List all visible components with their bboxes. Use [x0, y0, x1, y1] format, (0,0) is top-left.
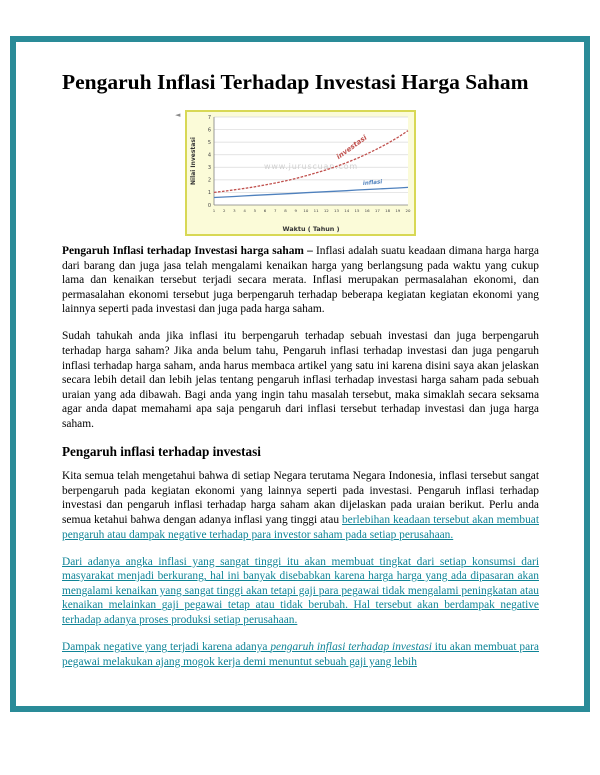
- y-tick-label: 6: [207, 127, 211, 134]
- x-tick-label: 7: [274, 208, 277, 213]
- x-tick-label: 18: [385, 208, 391, 213]
- x-tick-label: 9: [294, 208, 297, 213]
- x-tick-label: 3: [233, 208, 236, 213]
- x-tick-label: 20: [405, 208, 411, 213]
- x-tick-label: 12: [323, 208, 329, 213]
- paragraph-explanation: [62, 469, 539, 542]
- section-heading: Pengaruh inflasi terhadap investasi: [62, 444, 261, 460]
- paragraph-intro-text: Inflasi adalah suatu keadaan dimana harga harga dari barang dan juga jasa telah mengalami kenaikan harga yang berlangsung pada waktu yang cukup lama dan kenaikan tersebut terjadi secara merata. Inflasi merupakan permasalahan ekonomi, dan permasalahan ekonomi tersebut juga berpengaruh terhadap beberapa kegiatan kegiatan ekonomi yang lainnya seperti pada investasi dan juga pada harga saham.: [62, 245, 539, 316]
- x-tick-label: 4: [243, 208, 246, 213]
- link-dampak-negative[interactable]: berlebihan keadaan tersebut akan membuat pengaruh atau dampak negative terhadap para investor saham pada setiap perusahaan.: [62, 513, 540, 541]
- x-tick-label: 5: [253, 208, 257, 213]
- paragraph-intro: [62, 244, 539, 317]
- link-mogok-kerja-a: Dampak negative yang terjadi karena adanya: [62, 641, 271, 654]
- inflation-investment-chart: [185, 110, 416, 236]
- series-label-investasi: investasi: [335, 133, 369, 162]
- watermark: www.juruscuan.com: [264, 162, 358, 171]
- link-mogok-kerja[interactable]: [62, 641, 539, 668]
- paragraph-strike: [62, 640, 539, 669]
- y-tick-label: 3: [207, 165, 211, 172]
- link-mogok-kerja-italic: pengaruh inflasi terhadap investasi: [270, 641, 432, 654]
- x-tick-label: 10: [303, 208, 309, 213]
- paragraph-consumption: [62, 555, 539, 628]
- y-axis-title: Nilai Investasi: [190, 137, 197, 185]
- document-title: Pengaruh Inflasi Terhadap Investasi Harga Saham: [62, 70, 529, 94]
- x-tick-label: 8: [284, 208, 287, 213]
- x-tick-label: 16: [364, 208, 370, 213]
- y-tick-label: 5: [207, 139, 211, 146]
- y-tick-label: 4: [207, 152, 211, 159]
- x-tick-label: 1: [212, 208, 216, 213]
- object-anchor-icon: ◄: [175, 111, 181, 119]
- y-tick-label: 0: [207, 202, 211, 209]
- x-tick-label: 2: [222, 208, 226, 213]
- x-tick-label: 6: [263, 208, 267, 213]
- paragraph-question: Sudah tahukah anda jika inflasi itu berpengaruh terhadap sebuah investasi dan juga berpengaruh terhadap harga saham? Jika anda belum tahu, Pengaruh inflasi terhadap investasi dan juga pengaruh inflasi terhadap harga saham, anda harus membaca artikel yang satu ini karena disini saya akan jelaskan secara lebih detail dan lebih jelas tentang pengaruh inflasi terhadap investasi harga saham pada sebuah uraian yang ada dibawah. Bagi anda yang ingin tahu masalah tersebut, maka simaklah secara seksama agar anda dapat memahami apa saja pengaruh dari inflasi tersebut terhadap investasi dan juga harga saham.: [62, 330, 539, 431]
- x-tick-label: 19: [395, 208, 401, 213]
- y-tick-label: 1: [207, 190, 211, 197]
- x-tick-label: 15: [354, 208, 360, 213]
- link-mogok-kerja-b: itu akan membuat para pegawai melakukan ajang mogok kerja demi menuntut sebuah gaji yang lebih: [62, 641, 539, 668]
- series-label-inflasi: inflasi: [362, 179, 383, 188]
- y-tick-label: 2: [207, 177, 211, 184]
- x-tick-label: 11: [313, 208, 319, 213]
- link-angka-inflasi[interactable]: Dari adanya angka inflasi yang sangat tinggi itu akan membuat tingkat dari setiap konsumsi dari masyarakat menjadi berkurang, hal ini banyak disebabkan karena harga harga yang ada dipasaran akan mengalami kenaikan yang sangat tinggi akan tetapi gaji para pegawai tidak mengalami peningkatan atau kenaikan melainkan gaji pegawai tetap atau tidak berubah. Hal tersebut akan berdampak negative terhadap adanya proses produksi setiap perusahaan.: [62, 555, 539, 626]
- x-tick-label: 13: [334, 208, 340, 213]
- x-tick-label: 14: [344, 208, 350, 213]
- chart-region: [175, 110, 416, 236]
- x-tick-label: 17: [374, 208, 380, 213]
- y-tick-label: 7: [207, 114, 211, 121]
- paragraph-explanation-text: Kita semua telah mengetahui bahwa di setiap Negara terutama Negara Indonesia, inflasi tersebut sangat berpengaruh pada kegiatan ekonomi yang lainnya seperti pada investasi. Pengaruh inflasi terhadap investasi dan pengaruh inflasi terhadap harga saham akan dijelaskan pada uraian berikut. Perlu anda semua ketahui bahwa dengan adanya inflasi yang tinggi atau: [62, 470, 539, 526]
- chart-svg: [187, 112, 414, 234]
- paragraph-intro-lead: Pengaruh Inflasi terhadap Investasi harga saham –: [62, 245, 313, 257]
- x-axis-title: Waktu ( Tahun ): [282, 225, 340, 233]
